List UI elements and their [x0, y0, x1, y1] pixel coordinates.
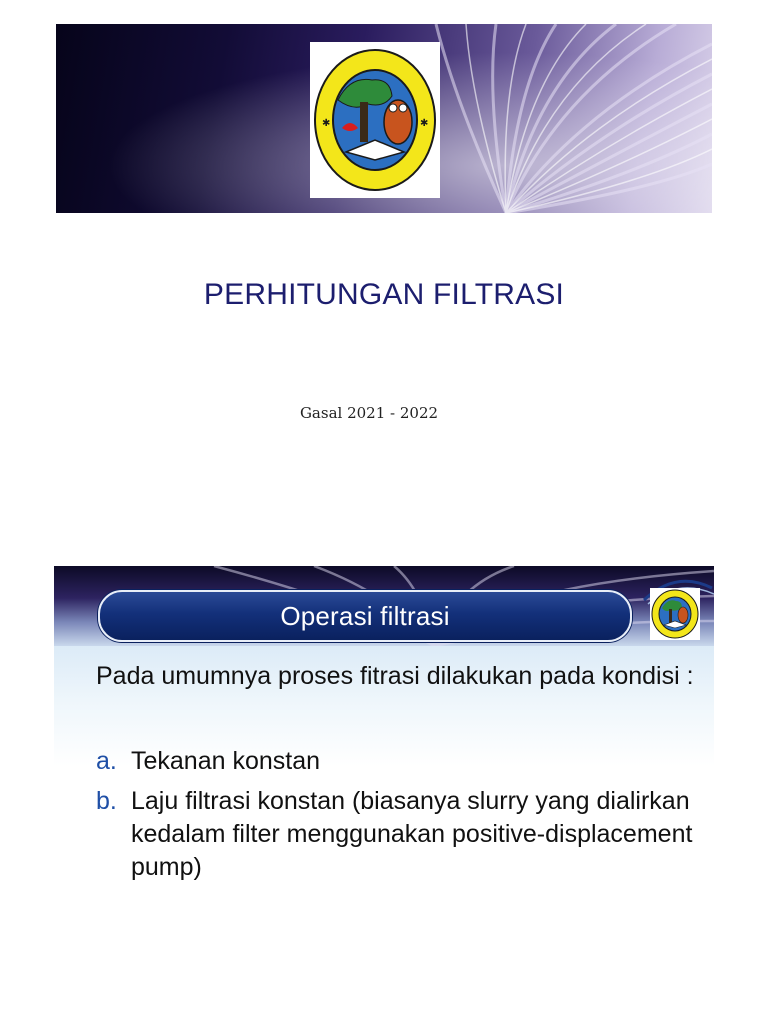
list-item	[96, 785, 736, 884]
semester-subtitle: Gasal 2021 - 2022	[299, 404, 439, 422]
slide-body	[96, 660, 736, 891]
conditions-list	[96, 745, 736, 884]
list-marker: b.	[96, 787, 117, 815]
list-marker: a.	[96, 747, 117, 775]
slide-title: PERHITUNGAN FILTRASI	[203, 278, 565, 311]
list-item-text: Tekanan konstan	[131, 747, 321, 775]
university-logo-small	[650, 588, 700, 640]
list-item-text: Laju filtrasi konstan (biasanya slurry yang dialirkan kedalam filter menggunakan positive-displacement pump)	[131, 787, 693, 881]
intro-paragraph: Pada umumnya proses fitrasi dilakukan pada kondisi :	[96, 662, 694, 690]
svg-text:✱: ✱	[322, 118, 331, 129]
svg-text:✱: ✱	[420, 118, 429, 129]
list-item	[96, 745, 736, 778]
university-logo	[310, 42, 440, 198]
section-header	[98, 590, 632, 642]
section-title: Operasi filtrasi	[280, 600, 450, 631]
